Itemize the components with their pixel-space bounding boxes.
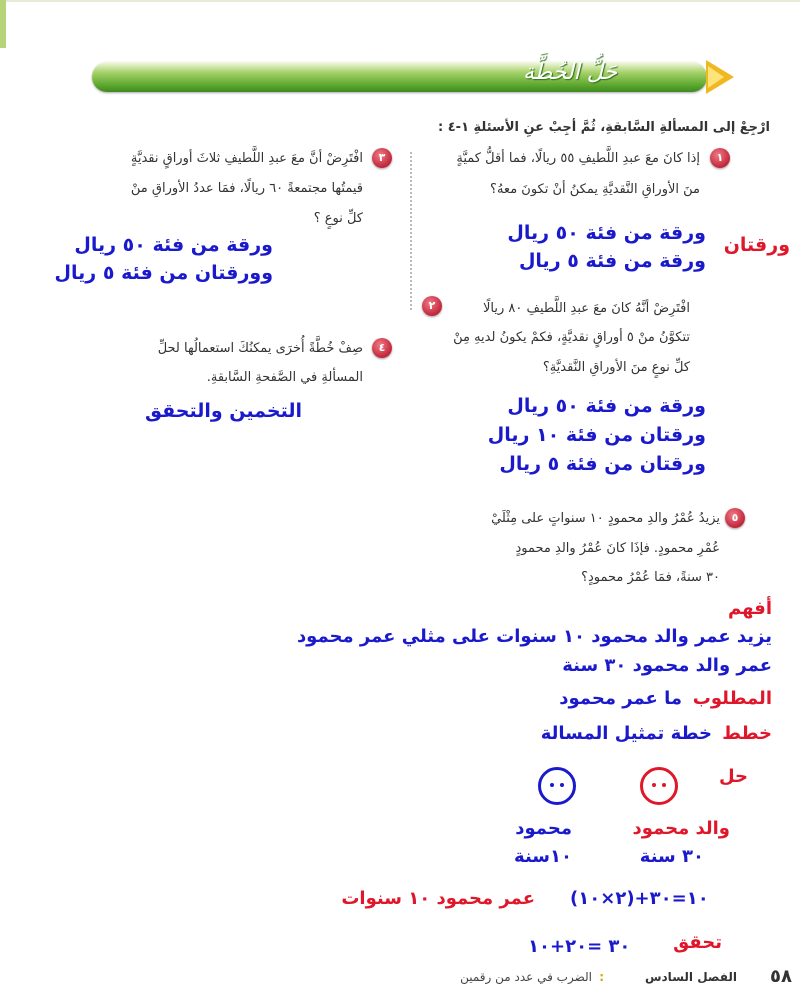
answer-4: التخمين والتحقق [144, 400, 302, 422]
son-face-icon [538, 767, 576, 805]
question-3-line-2: قيمتُها مجتمعةً ٦٠ ريالًا، فمَا عددُ الأوراقِ منْ [130, 181, 363, 196]
check-equation: ٣٠ =٢٠+١٠ [528, 936, 631, 957]
question-number-3: ٣ [372, 148, 392, 168]
answer-2-line-2: ورقتان من فئة ١٠ ريال [487, 424, 706, 446]
son-label: محمود [515, 818, 572, 839]
father-label: والد محمود [632, 818, 730, 839]
left-eye [652, 783, 656, 787]
question-1-line-1: إذا كانَ معَ عبدِ اللَّطيفِ ٥٥ ريالًا، فما أقلُّ كميَّةٍ [456, 151, 700, 166]
father-face-icon [640, 767, 678, 805]
answer-2-line-3: ورقتان من فئة ٥ ريال [499, 453, 706, 475]
question-5-line-3: ٣٠ سنةً، فمَا عُمْرُ محمودٍ؟ [581, 570, 720, 585]
check-label: تحقق [673, 932, 722, 953]
equation: (٢×١٠)+١٠=٣٠ [570, 888, 709, 909]
chapter-title: الفصل السادس [644, 970, 737, 984]
plan-label: خطط [722, 723, 772, 744]
result: عمر محمود ١٠ سنوات [341, 888, 535, 909]
answer-1-line-2: ورقة من فئة ٥ ريال [518, 250, 706, 272]
required-label: المطلوب [692, 688, 772, 709]
chapter-subtitle: الضرب في عدد من رقمين [460, 970, 592, 984]
question-2-line-3: كلِّ نوعٍ منَ الأوراقِ النَّقديَّةِ؟ [542, 360, 690, 375]
question-5-line-2: عُمْرِ محمودٍ. فإذَا كانَ عُمْرُ والدِ محمودٍ [515, 541, 720, 556]
question-1-line-2: منَ الأوراقِ النَّقديَّةِ يمكنُ أنْ تكونَ معهُ؟ [490, 182, 700, 197]
question-2-line-1: افْتَرِضْ أنَّهُ كانَ معَ عبدِ اللَّطيفِ ٨٠ ريالًا [482, 301, 690, 316]
plan-text: خطة تمثيل المسالة [540, 723, 712, 744]
left-eye [550, 783, 554, 787]
father-age: ٣٠ سنة [639, 846, 704, 867]
instructions: ارْجِعْ إلى المسألةِ السَّابقةِ، ثُمَّ أجِبْ عنِ الأسئلةِ ١-٤ : [438, 120, 770, 135]
answer-3-line-2: وورقتان من فئة ٥ ريال [54, 262, 273, 284]
son-age: ١٠سنة [514, 846, 572, 867]
answer-1-red-note: ورقتان [723, 234, 790, 256]
question-number-4: ٤ [372, 338, 392, 358]
page-number: ٥٨ [770, 966, 792, 987]
understand-line-2: عمر والد محمود ٣٠ سنة [562, 655, 772, 676]
section-title: حَلُّ الخُطَّة [522, 60, 618, 85]
required-text: ما عمر محمود [559, 688, 682, 709]
question-5-line-1: يزيدُ عُمْرُ والدِ محمودٍ ١٠ سنواتٍ على مِثْلَيْ [491, 511, 720, 526]
right-eye [560, 783, 564, 787]
question-3-line-3: كلِّ نوعٍ ؟ [313, 211, 363, 226]
question-number-5: ٥ [725, 508, 745, 528]
question-4-line-2: المسألةِ في الصَّفحةِ السَّابقةِ. [206, 370, 363, 385]
question-4-line-1: صِفْ خُطَّةً أُخرَى يمكنُكَ استعمالُها لحلِّ [157, 341, 363, 356]
understand-line-1: يزيد عمر والد محمود ١٠ سنوات على مثلي عمر محمود [296, 626, 772, 647]
question-3-line-1: افْتَرِضْ أنَّ معَ عبدِ اللَّطيفِ ثلاثَ أوراقٍ نقديَّةٍ [130, 151, 363, 166]
question-number-2: ٢ [422, 296, 442, 316]
footer-separator: : [599, 970, 604, 984]
answer-3-line-1: ورقة من فئة ٥٠ ريال [74, 234, 273, 256]
answer-1-line-1: ورقة من فئة ٥٠ ريال [507, 222, 706, 244]
banner-arrow-highlight [708, 66, 724, 88]
question-number-1: ١ [710, 148, 730, 168]
understand-label: أفهم [728, 598, 772, 619]
question-2-line-2: تتكوَّنُ منْ ٥ أوراقٍ نقديَّةٍ، فكمْ يكونُ لديهِ مِنْ [453, 330, 690, 345]
page-top-edge [0, 0, 800, 2]
solve-label: حل [718, 766, 748, 787]
page-corner-tab [0, 0, 6, 48]
right-eye [662, 783, 666, 787]
answer-2-line-1: ورقة من فئة ٥٠ ريال [507, 395, 706, 417]
